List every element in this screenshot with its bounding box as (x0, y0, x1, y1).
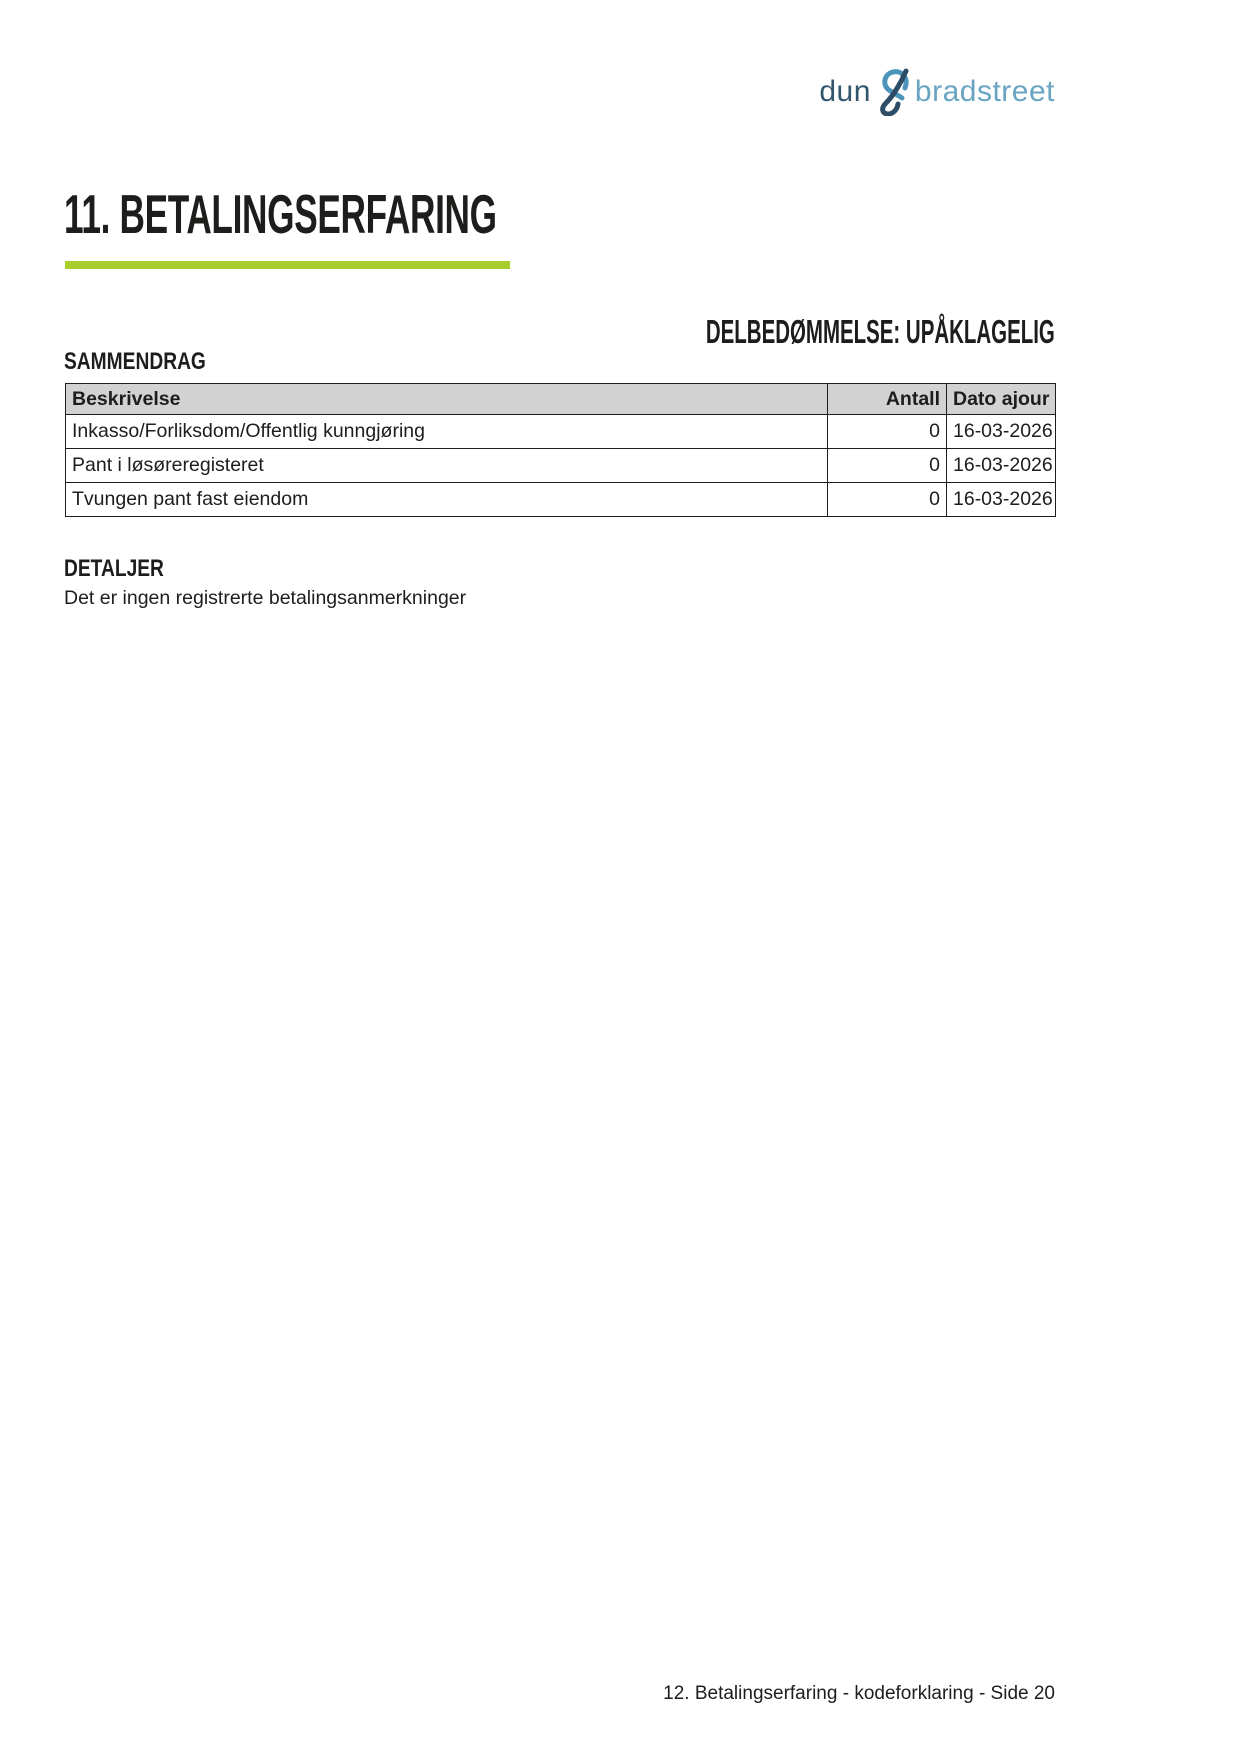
cell-antall: 0 (828, 483, 947, 517)
logo-word-bradstreet: bradstreet (914, 75, 1055, 108)
table-header-row (66, 384, 1056, 415)
summary-heading: SAMMENDRAG (64, 348, 206, 375)
dun-bradstreet-logo (819, 66, 1055, 118)
ampersand-icon (876, 68, 912, 116)
cell-dato-ajour: 16-03-2026 (947, 483, 1056, 517)
column-header-beskrivelse: Beskrivelse (66, 384, 828, 415)
summary-table (65, 383, 1056, 517)
cell-dato-ajour: 16-03-2026 (947, 449, 1056, 483)
cell-dato-ajour: 16-03-2026 (947, 415, 1056, 449)
details-heading: DETALJER (64, 555, 164, 582)
cell-beskrivelse: Tvungen pant fast eiendom (66, 483, 828, 517)
cell-beskrivelse: Inkasso/Forliksdom/Offentlig kunngjøring (66, 415, 828, 449)
table-row (66, 415, 1056, 449)
column-header-antall: Antall (828, 384, 947, 415)
cell-antall: 0 (828, 449, 947, 483)
assessment-verdict: DELBEDØMMELSE: UPÅKLAGELIG (706, 313, 1055, 350)
page-title: 11. BETALINGSERFARING (64, 183, 497, 245)
cell-beskrivelse: Pant i løsøreregisteret (66, 449, 828, 483)
table-row (66, 449, 1056, 483)
heading-accent-rule (65, 261, 510, 269)
page-footer: 12. Betalingserfaring - kodeforklaring - Side 20 (663, 1683, 1055, 1704)
column-header-dato-ajour: Dato ajour (947, 384, 1056, 415)
logo-word-dun: dun (819, 75, 871, 108)
details-text: Det er ingen registrerte betalingsanmerkninger (64, 587, 467, 609)
table-row (66, 483, 1056, 517)
cell-antall: 0 (828, 415, 947, 449)
